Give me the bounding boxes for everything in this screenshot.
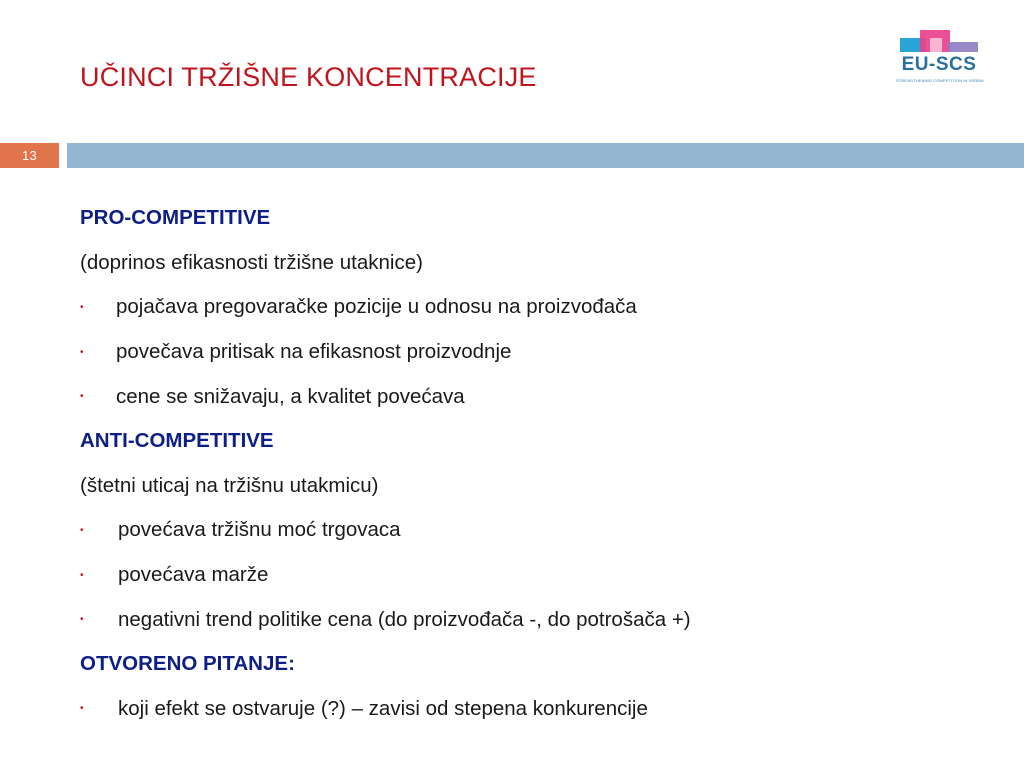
list-item bbox=[80, 687, 980, 732]
bullet-icon: • bbox=[80, 524, 84, 536]
logo-tagline: STRENGTHENING COMPETITION IN SERBIA bbox=[896, 78, 984, 83]
list-item bbox=[80, 597, 980, 642]
section-heading-pro: PRO-COMPETITIVE bbox=[80, 206, 271, 230]
bullet-icon: • bbox=[80, 614, 84, 626]
bullet-text: pojačava pregovaračke pozicije u odnosu na proizvođača bbox=[116, 295, 637, 319]
list-item bbox=[80, 553, 980, 598]
header-divider-bar bbox=[67, 143, 1024, 168]
bullet-icon: • bbox=[80, 569, 84, 581]
logo-text: EU-SCS bbox=[901, 54, 977, 75]
bullet-icon: • bbox=[80, 703, 84, 715]
bullet-text: povečava pritisak na efikasnost proizvodnje bbox=[116, 340, 512, 364]
section-heading-open-question: OTVORENO PITANJE: bbox=[80, 652, 295, 676]
eu-scs-logo bbox=[896, 28, 982, 88]
logo-block-purple bbox=[948, 42, 978, 52]
logo-block-lightpink bbox=[930, 38, 942, 52]
bullet-text: povećava tržišnu moć trgovaca bbox=[118, 518, 401, 542]
slide-number: 13 bbox=[0, 143, 59, 168]
slide-title: UČINCI TRŽIŠNE KONCENTRACIJE bbox=[80, 62, 537, 92]
bullet-text: koji efekt se ostvaruje (?) – zavisi od stepena konkurencije bbox=[118, 696, 648, 720]
bullet-icon: • bbox=[80, 301, 84, 313]
logo-graphic bbox=[896, 28, 982, 54]
slide-content bbox=[80, 196, 980, 731]
list-item bbox=[80, 508, 980, 553]
bullet-icon: • bbox=[80, 391, 84, 403]
bullet-text: negativni trend politike cena (do proizvođača -, do potrošača +) bbox=[118, 607, 691, 631]
bullet-icon: • bbox=[80, 346, 84, 358]
bullet-text: cene se snižavaju, a kvalitet povećava bbox=[116, 384, 465, 408]
section-heading-anti: ANTI-COMPETITIVE bbox=[80, 429, 274, 453]
section-subtitle-pro: (doprinos efikasnosti tržišne utaknice) bbox=[80, 250, 423, 274]
bullet-text: povećava marže bbox=[118, 563, 269, 587]
list-item bbox=[80, 330, 980, 375]
section-subtitle-anti: (štetni uticaj na tržišnu utakmicu) bbox=[80, 473, 379, 497]
list-item bbox=[80, 285, 980, 330]
list-item bbox=[80, 374, 980, 419]
